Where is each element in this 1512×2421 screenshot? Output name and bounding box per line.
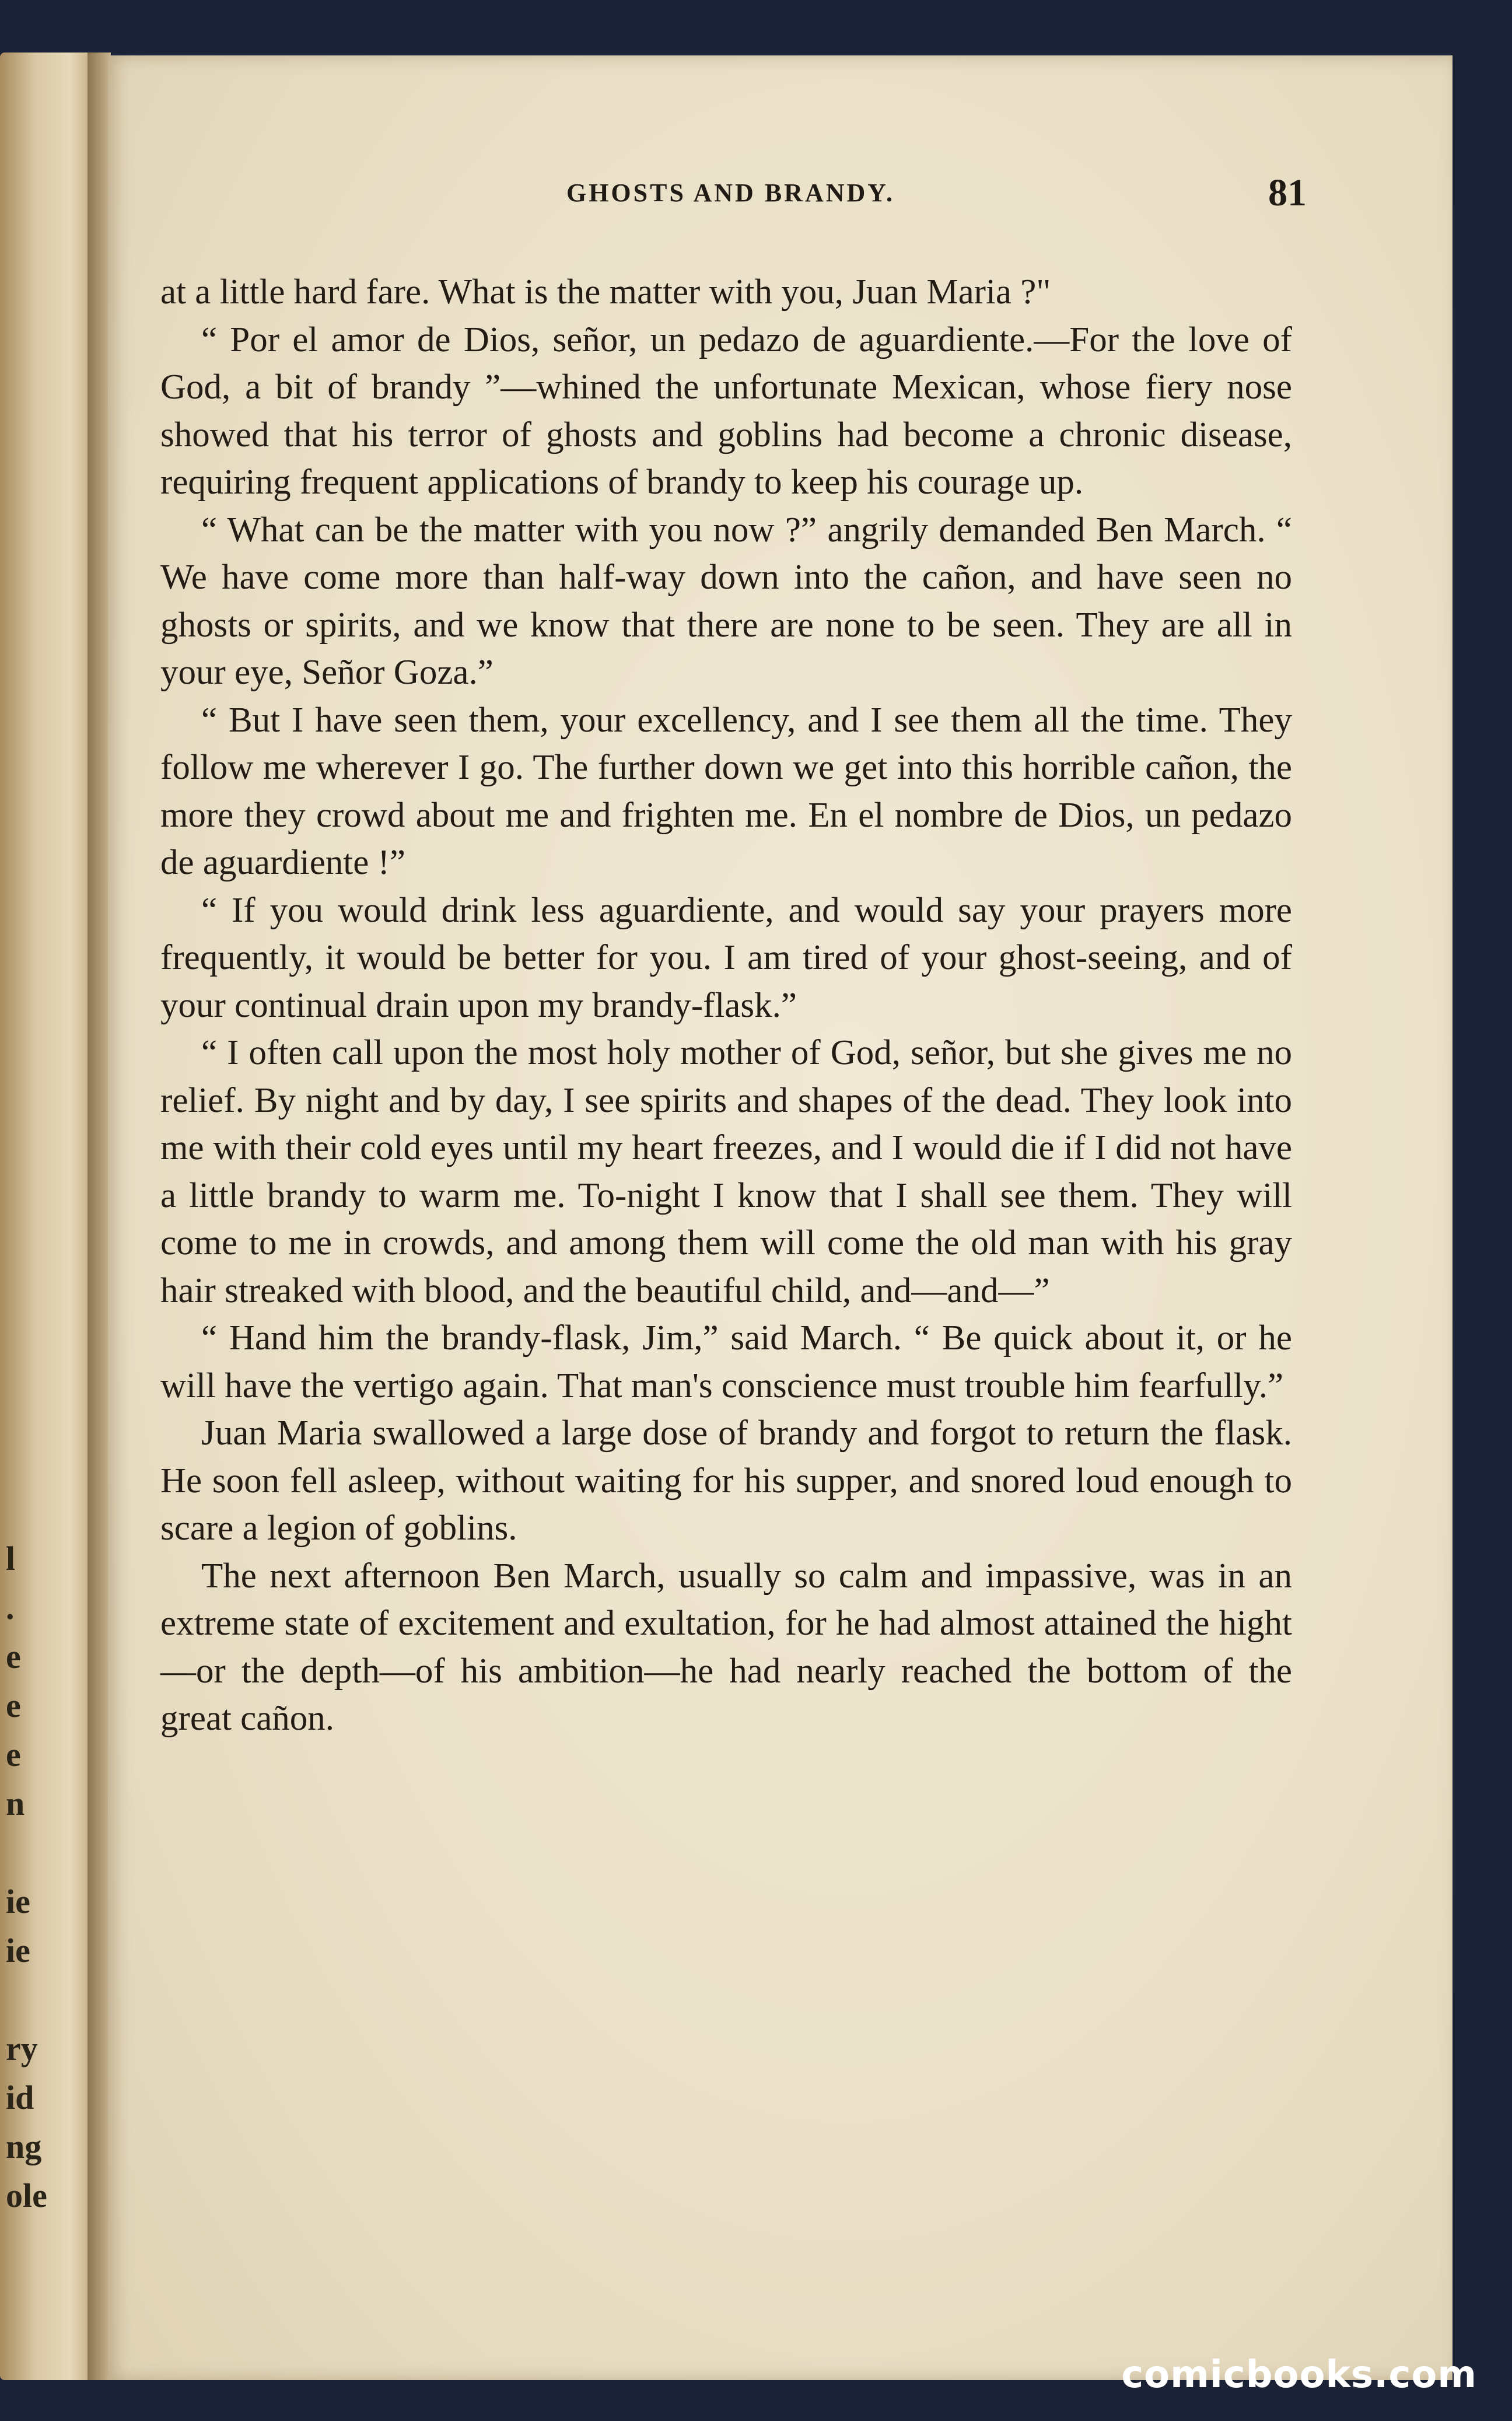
- running-head: GHOSTS AND BRANDY.: [566, 179, 895, 207]
- paragraph: “ Por el amor de Dios, señor, un pedazo de aguardiente.—For the love of God, a bit of brandy ”—whined the unfortunate Mexican, whose fiery nose showed that his terror of ghosts and goblins had become a chronic disease, requiring frequent applications of brandy to keep his courage up.: [160, 320, 1292, 502]
- fragment: e: [6, 1687, 21, 1724]
- page-text: [160, 268, 1292, 1743]
- book-page: [108, 55, 1452, 2380]
- paragraph: “ But I have seen them, your excellency, and I see them all the time. They follow me wherever I go. The further down we get into this horrible cañon, the more they crowd about me and frighten me. En el nombre de Dios, un pedazo de aguardiente !”: [160, 700, 1292, 882]
- fragment: [6, 1975, 47, 2024]
- fragment: n: [6, 1785, 25, 1822]
- paragraph: “ What can be the matter with you now ?” angrily demanded Ben March. “ We have come more than half-way down into the cañon, and have seen no ghosts or spirits, and we know that there are none to be seen. They are all in your eye, Señor Goza.”: [160, 510, 1292, 692]
- fragment: ie: [6, 1932, 30, 1969]
- paragraph: The next afternoon Ben March, usually so calm and impassive, was in an extreme state of excitement and exultation, for he had almost attained the hight—or the depth—of his ambition—he had nearly reached the bottom of the great cañon.: [160, 1556, 1292, 1738]
- fragment: l: [6, 1540, 16, 1577]
- fragment: ng: [6, 2128, 42, 2165]
- paragraph: Juan Maria swallowed a large dose of brandy and forgot to return the flask. He soon fell asleep, without waiting for his supper, and snored loud enough to scare a legion of goblins.: [160, 1414, 1292, 1548]
- paragraph: “ Hand him the brandy-flask, Jim,” said March. “ Be quick about it, or he will have the vertigo again. That man's conscience must trouble him fearfully.”: [160, 1318, 1292, 1405]
- facing-page-text-fragments: [6, 1534, 47, 2220]
- book-gutter: [88, 53, 111, 2380]
- fragment: ie: [6, 1883, 30, 1920]
- paragraph: at a little hard fare. What is the matter with you, Juan Maria ?": [160, 272, 1051, 312]
- fragment: e: [6, 1638, 21, 1675]
- fragment: e: [6, 1736, 21, 1773]
- facing-page-edge: [0, 53, 88, 2380]
- watermark-logo: comicbooks.com: [1121, 2353, 1477, 2396]
- fragment: id: [6, 2079, 34, 2116]
- paragraph: “ If you would drink less aguardiente, and would say your prayers more frequently, it would be better for you. I am tired of your ghost-seeing, and of your continual drain upon my brandy-flask.”: [160, 890, 1292, 1025]
- fragment: .: [6, 1589, 15, 1626]
- page-number: 81: [1268, 172, 1307, 214]
- fragment: [6, 1828, 47, 1877]
- paragraph: “ I often call upon the most holy mother of God, señor, but she gives me no relief. By night and by day, I see spirits and shapes of the dead. They look into me with their cold eyes until my heart freezes, and I would die if I did not have a little brandy to warm me. To-night I know that I shall see them. They will come to me in crowds, and among them will come the old man with his gray hair streaked with blood, and the beautiful child, and—and—”: [160, 1033, 1292, 1310]
- fragment: ole: [6, 2177, 47, 2214]
- fragment: ry: [6, 2030, 38, 2067]
